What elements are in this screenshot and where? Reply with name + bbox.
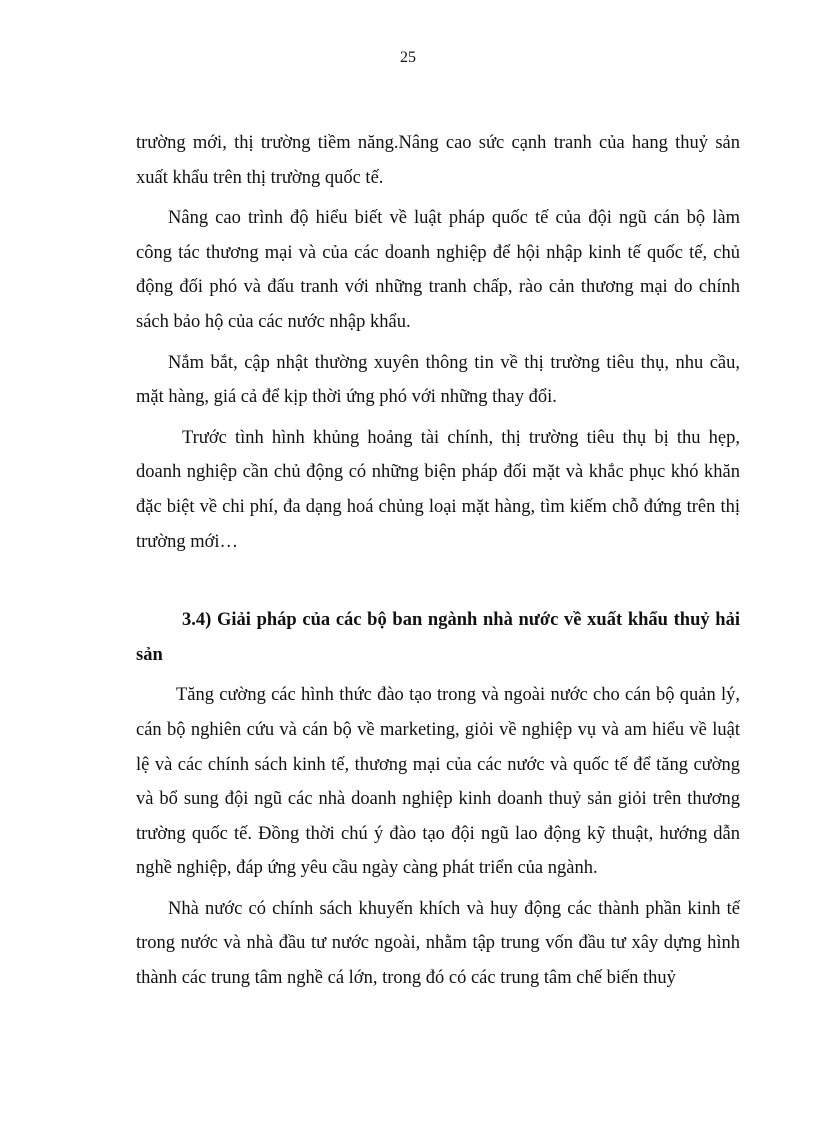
- paragraph-legal-knowledge: Nâng cao trình độ hiểu biết về luật pháp quốc tế của đội ngũ cán bộ làm công tác thương mại và của các doanh nghiệp để hội nhập kinh tế quốc tế, chủ động đối phó và đấu tranh với những tranh chấp, rào cản thương mại do chính sách bảo hộ của các nước nhập khẩu.: [136, 208, 740, 332]
- section-heading: 3.4) Giải pháp của các bộ ban ngành nhà nước về xuất khẩu thuỷ hải sản: [136, 610, 740, 665]
- paragraph-financial-crisis: Trước tình hình khủng hoảng tài chính, thị trường tiêu thụ bị thu hẹp, doanh nghiệp cần chủ động có những biện pháp đối mặt và khắc phục khó khăn đặc biệt về chi phí, đa dạng hoá chủng loại mặt hàng, tìm kiếm chỗ đứng trên thị trường mới…: [136, 427, 740, 552]
- paragraph-investment-policy: Nhà nước có chính sách khuyến khích và huy động các thành phần kinh tế trong nước và nhà đầu tư nước ngoài, nhằm tập trung vốn đầu tư xây dựng hình thành các trung tâm nghề cá lớn, trong đó có các trung tâm chế biến thuỷ: [136, 898, 740, 989]
- paragraph-market-information: Nắm bắt, cập nhật thường xuyên thông tin về thị trường tiêu thụ, nhu cầu, mặt hàng, giá cả để kịp thời ứng phó với những thay đổi.: [136, 352, 740, 408]
- paragraph-continuation: trường mới, thị trường tiềm năng.Nâng cao sức cạnh tranh của hang thuỷ sản xuất khẩu trên thị trường quốc tế.: [136, 133, 740, 188]
- document-body: [136, 126, 740, 1002]
- paragraph-training: Tăng cường các hình thức đào tạo trong và ngoài nước cho cán bộ quản lý, cán bộ nghiên cứu và cán bộ về marketing, giỏi về nghiệp vụ và am hiểu về luật lệ và các chính sách kinh tế, thương mại của các nước và quốc tế để tăng cường và bổ sung đội ngũ các nhà doanh nghiệp kinh doanh thuỷ sản giỏi trên thương trường quốc tế. Đồng thời chú ý đào tạo đội ngũ lao động kỹ thuật, hướng dẫn nghề nghiệp, đáp ứng yêu cầu ngày càng phát triển của ngành.: [136, 685, 740, 879]
- page-number: 25: [400, 49, 416, 66]
